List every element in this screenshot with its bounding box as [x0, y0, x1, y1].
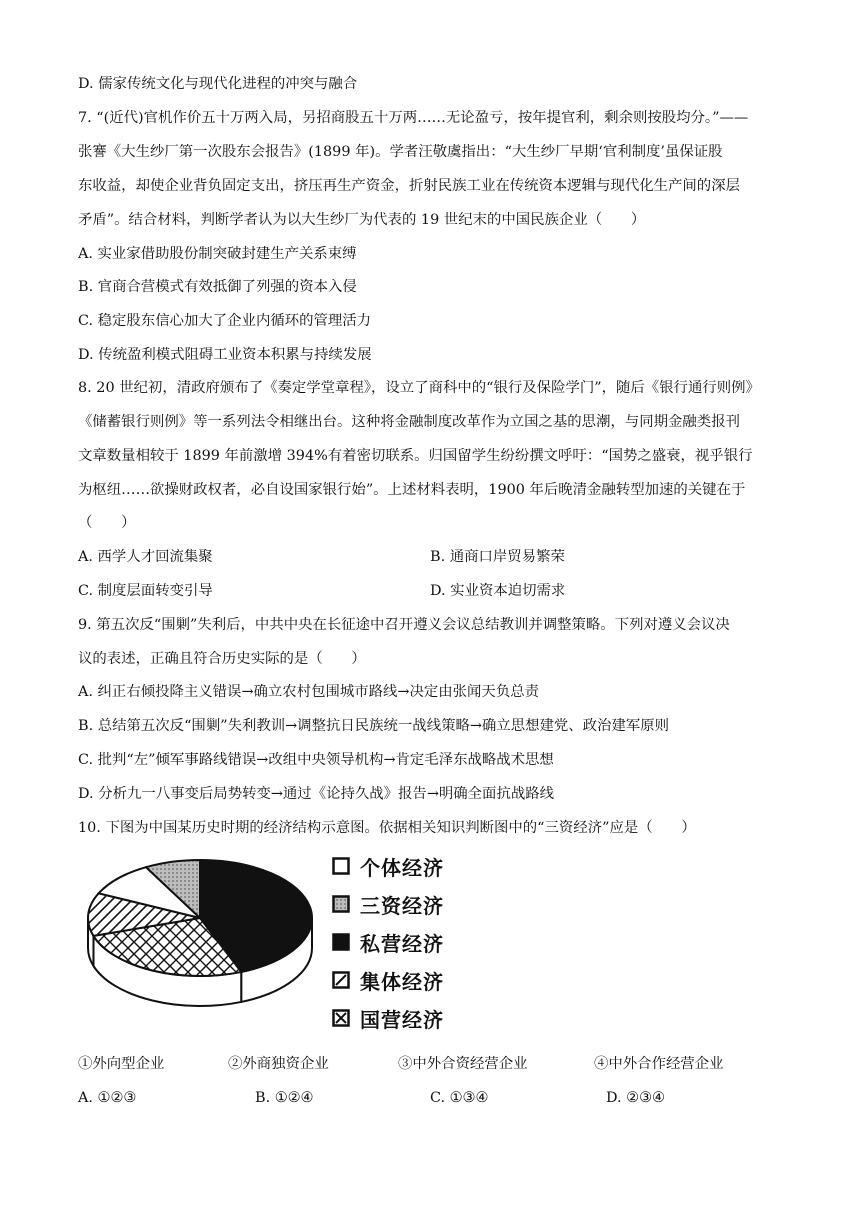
q8-stem-line: 文章数量相较于 1899 年前激增 394%有着密切联系。归国留学生纷纷撰文呼吁：“国势之盛衰，视乎银行: [78, 448, 753, 464]
q7-option-c: C. 稳定股东信心加大了企业内循环的管理活力: [78, 313, 372, 329]
q8-stem-line: 为枢纽……欲操财政权者，必自设国家银行始”。上述材料表明，1900 年后晚清金融转型加速的关键在于: [78, 482, 746, 498]
q9-option-d: D. 分析九一八事变后局势转变→通过《论持久战》报告→明确全面抗战路线: [78, 786, 555, 802]
legend-swatch-gray-icon: [332, 895, 350, 913]
q7-option-d: D. 传统盈利模式阻碍工业资本积累与持续发展: [78, 347, 372, 363]
q8-option-c: C. 制度层面转变引导: [78, 583, 213, 599]
q7-stem-line: 矛盾”。结合材料，判断学者认为以大生纱厂为代表的 19 世纪末的中国民族企业（ ）: [78, 212, 646, 228]
q9-stem-line: 议的表述，正确且符合历史实际的是（ ）: [78, 651, 366, 667]
q7-stem-line: 张謇《大生纱厂第一次股东会报告》(1899 年)。学者汪敬虞指出：“大生纱厂早期‘官利制度’虽保证股: [78, 144, 723, 160]
q10-option-c: C. ①③④: [430, 1090, 489, 1106]
pie-chart: [80, 852, 330, 1022]
q10-option-b: B. ①②④: [255, 1090, 314, 1106]
q10-option-a: A. ①②③: [78, 1090, 137, 1106]
q9-stem-line: 9. 第五次反“围剿”失利后，中共中央在长征途中召开遵义会议总结教训并调整策略。下列对遵义会议决: [78, 617, 730, 633]
q8-option-d: D. 实业资本迫切需求: [430, 583, 566, 599]
q8-stem-line: 8. 20 世纪初，清政府颁布了《奏定学堂章程》，设立了商科中的“银行及保险学门”，随后《银行通行则例》: [78, 380, 760, 396]
q9-option-c: C. 批判“左”倾军事路线错误→改组中央领导机构→肯定毛泽东战略战术思想: [78, 752, 554, 768]
q7-option-b: B. 官商合营模式有效抵御了列强的资本入侵: [78, 279, 357, 295]
legend-swatch-solid-icon: [332, 933, 350, 951]
legend-label: 集体经济: [360, 969, 444, 994]
q8-option-b: B. 通商口岸贸易繁荣: [430, 549, 565, 565]
legend-label: 个体经济: [360, 855, 444, 880]
legend-label: 国营经济: [360, 1007, 444, 1032]
legend-swatch-blank-icon: [332, 857, 350, 875]
legend-swatch-cross-icon: [332, 1009, 350, 1027]
q10-item-3: ③中外合资经营企业: [398, 1056, 528, 1072]
q7-stem-line: 7. “(近代)官机作价五十万两入局，另招商股五十万两……无论盈亏，按年提官利，剩余则按股均分。”——: [78, 110, 749, 126]
legend-item: [332, 1004, 444, 1032]
q7-option-a: A. 实业家借助股份制突破封建生产关系束缚: [78, 246, 357, 262]
q8-stem-line: 《储蓄银行则例》等一系列法令相继出台。这种将金融制度改革作为立国之基的思潮，与同期金融类报刊: [78, 414, 740, 430]
q10-option-d: D. ②③④: [606, 1090, 665, 1106]
q10-item-2: ②外商独资企业: [228, 1056, 329, 1072]
pie-top: [88, 860, 312, 976]
q10-item-1: ①外向型企业: [78, 1056, 165, 1072]
legend-label: 私营经济: [360, 931, 444, 956]
legend-swatch-slash-icon: [332, 971, 350, 989]
q9-option-a: A. 纠正右倾投降主义错误→确立农村包围城市路线→决定由张闻天负总责: [78, 684, 539, 700]
q8-option-a: A. 西学人才回流集聚: [78, 549, 213, 565]
q9-option-b: B. 总结第五次反“围剿”失利教训→调整抗日民族统一战线策略→确立思想建党、政治建军原则: [78, 718, 670, 734]
legend-item: [332, 928, 444, 956]
q10-item-4: ④中外合作经营企业: [594, 1056, 724, 1072]
legend-item: [332, 852, 444, 880]
legend-item: [332, 966, 444, 994]
q7-stem-line: 东收益，却使企业背负固定支出，挤压再生产资金，折射民族工业在传统资本逻辑与现代化生产间的深层: [78, 178, 740, 194]
legend-item: [332, 890, 444, 918]
q10-stem: 10. 下图为中国某历史时期的经济结构示意图。依据相关知识判断图中的“三资经济”应是（ ）: [78, 820, 696, 836]
q8-stem-line: （ ）: [78, 515, 136, 531]
q6-option-d: D. 儒家传统文化与现代化进程的冲突与融合: [78, 76, 358, 92]
legend-label: 三资经济: [360, 893, 444, 918]
